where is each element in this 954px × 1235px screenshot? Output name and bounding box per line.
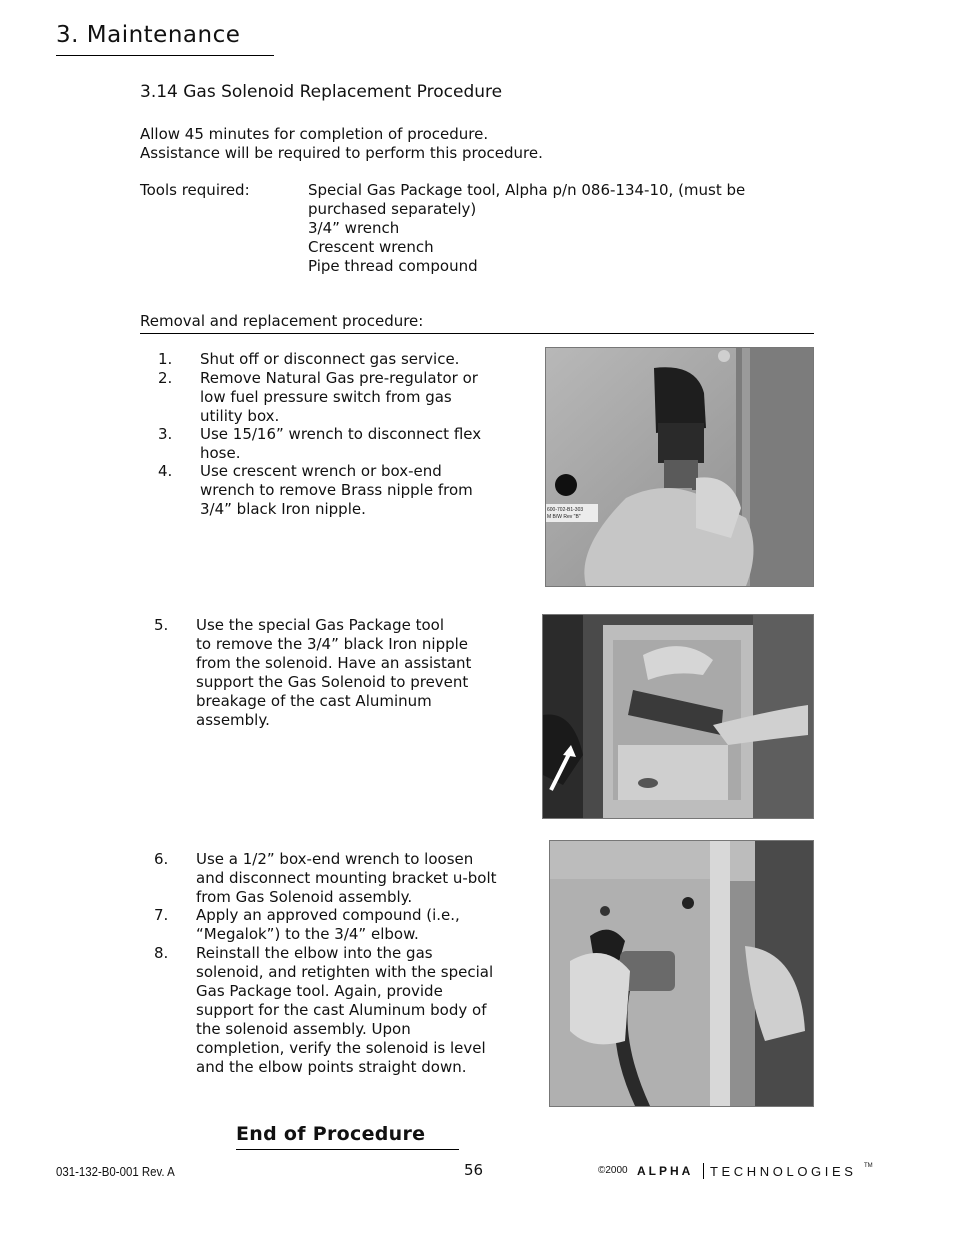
step-line: support for the cast Aluminum body of bbox=[196, 1001, 487, 1019]
intro-line-2: Assistance will be required to perform this procedure. bbox=[140, 144, 543, 162]
step-number: 5. bbox=[154, 616, 169, 634]
step-line: support the Gas Solenoid to prevent bbox=[196, 673, 469, 691]
tool-item: Special Gas Package tool, Alpha p/n 086-134-10, (must be bbox=[308, 181, 746, 199]
procedure-heading: Removal and replacement procedure: bbox=[140, 312, 424, 330]
tools-list bbox=[308, 181, 745, 276]
step-line: assembly. bbox=[196, 711, 270, 729]
step-line: Apply an approved compound (i.e., bbox=[196, 906, 460, 924]
photo1-label bbox=[546, 504, 598, 522]
tool-item: purchased separately) bbox=[308, 200, 477, 218]
step-line: completion, verify the solenoid is level bbox=[196, 1039, 486, 1057]
step-line: the solenoid assembly. Upon bbox=[196, 1020, 411, 1038]
tool-item: Crescent wrench bbox=[308, 238, 434, 256]
photo-brass-nipple-removal bbox=[545, 347, 814, 587]
step-line: solenoid, and retighten with the special bbox=[196, 963, 494, 981]
step-number: 7. bbox=[154, 906, 169, 924]
step-line: Reinstall the elbow into the gas bbox=[196, 944, 433, 962]
step-number: 3. bbox=[158, 425, 173, 443]
procedure-heading-rule bbox=[140, 333, 814, 334]
step-number: 1. bbox=[158, 350, 173, 368]
step-line: to remove the 3/4” black Iron nipple bbox=[196, 635, 469, 653]
step-line: breakage of the cast Aluminum bbox=[196, 692, 432, 710]
step-line: 3/4” black Iron nipple. bbox=[200, 500, 366, 518]
photo-elbow-reinstall bbox=[549, 840, 814, 1107]
step-line: “Megalok”) to the 3/4” elbow. bbox=[196, 925, 419, 943]
photo-iron-nipple-removal bbox=[542, 614, 814, 819]
step-line: Use crescent wrench or box-end bbox=[200, 462, 442, 480]
step-line: Use 15/16” wrench to disconnect flex bbox=[200, 425, 482, 443]
section-title: 3.14 Gas Solenoid Replacement Procedure bbox=[140, 82, 503, 102]
page-number: 56 bbox=[464, 1161, 484, 1179]
step-line: Use a 1/2” box-end wrench to loosen bbox=[196, 850, 474, 868]
svg-text:M B/W Rev "B": M B/W Rev "B" bbox=[547, 514, 581, 520]
step-line: from the solenoid. Have an assistant bbox=[196, 654, 472, 672]
step-line: Gas Package tool. Again, provide bbox=[196, 982, 443, 1000]
step-line: Use the special Gas Package tool bbox=[196, 616, 445, 634]
step-line: and the elbow points straight down. bbox=[196, 1058, 467, 1076]
svg-text:600-702-B1-303: 600-702-B1-303 bbox=[547, 507, 584, 513]
logo-trademark: TM bbox=[864, 1163, 873, 1169]
chapter-title: 3. Maintenance bbox=[56, 22, 241, 48]
step-line: Remove Natural Gas pre-regulator or bbox=[200, 369, 478, 387]
step-number: 8. bbox=[154, 944, 169, 962]
step-line: utility box. bbox=[200, 407, 280, 425]
step-line: low fuel pressure switch from gas bbox=[200, 388, 452, 406]
end-underline bbox=[236, 1149, 459, 1150]
logo-technologies: TECHNOLOGIES bbox=[710, 1164, 857, 1179]
step-number: 4. bbox=[158, 462, 173, 480]
chapter-underline bbox=[56, 55, 274, 56]
tool-item: 3/4” wrench bbox=[308, 219, 400, 237]
step-line: wrench to remove Brass nipple from bbox=[200, 481, 473, 499]
step-line: Shut off or disconnect gas service. bbox=[200, 350, 460, 368]
step-number: 2. bbox=[158, 369, 173, 387]
step-number: 6. bbox=[154, 850, 169, 868]
step-line: and disconnect mounting bracket u-bolt bbox=[196, 869, 497, 887]
copyright: ©2000 bbox=[598, 1165, 628, 1176]
end-of-procedure: End of Procedure bbox=[236, 1123, 426, 1145]
logo-divider bbox=[703, 1163, 704, 1179]
tool-item: Pipe thread compound bbox=[308, 257, 478, 275]
document-number: 031-132-B0-001 Rev. A bbox=[56, 1164, 175, 1179]
step-line: from Gas Solenoid assembly. bbox=[196, 888, 413, 906]
logo-alpha: ALPHA bbox=[637, 1164, 694, 1178]
intro-line-1: Allow 45 minutes for completion of procedure. bbox=[140, 125, 489, 143]
tools-label: Tools required: bbox=[140, 181, 250, 199]
step-line: hose. bbox=[200, 444, 241, 462]
